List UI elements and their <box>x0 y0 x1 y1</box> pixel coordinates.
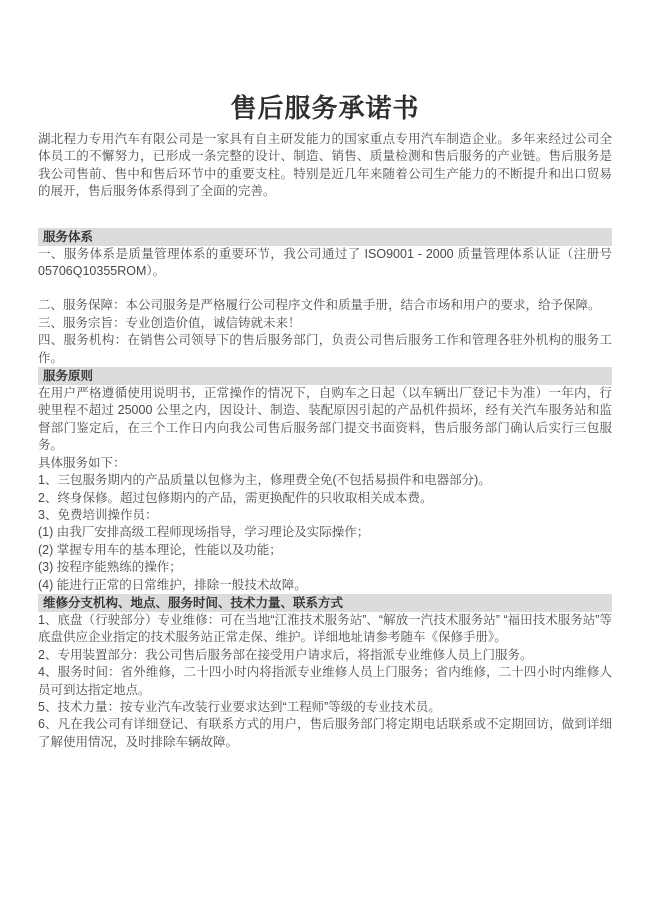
service-system-item-4: 四、服务机构：在销售公司领导下的售后服务部门，负责公司售后服务工作和管理各驻外机构的服务工作。 <box>38 333 612 365</box>
training-subitem-4: (4) 能进行正常的日常维护，排除一般技术故障。 <box>38 577 307 592</box>
section-heading-service-principles: 服务原则 <box>38 367 612 385</box>
service-principles-item-2: 2、终身保修。超过包修期内的产品，需更换配件的只收取相关成本费。 <box>38 490 433 505</box>
section-service-principles <box>38 367 612 594</box>
training-subitem-3: (3) 按程序能熟练的操作； <box>38 560 182 575</box>
repair-network-item-6: 6、凡在我公司有详细登记、有联系方式的用户，售后服务部门将定期电话联系或不定期回访，做到详细了解使用情况，及时排除车辆故障。 <box>38 717 612 749</box>
service-principles-lead-in: 具体服务如下： <box>38 455 126 470</box>
section-service-system <box>38 228 612 367</box>
service-principles-paragraph: 在用户严格遵循使用说明书，正常操作的情况下，自购车之日起（以车辆出厂登记卡为准）一年内，行驶里程不超过 25000 公里之内，因设计、制造、装配原因引起的产品机件损坏，经有关汽车服务站和监督部门鉴定后，在三个工作日内向我公司售后服务部门提交书面资料，售后服务部门确认后实行三包服务。 <box>38 386 612 453</box>
service-principles-item-3: 3、免费培训操作员： <box>38 507 158 522</box>
document-title: 售后服务承诺书 <box>230 93 420 123</box>
service-principles-item-1: 1、三包服务期内的产品质量以包修为主，修理费全免(不包括易损件和电器部分)。 <box>38 473 491 488</box>
repair-network-item-1: 1、底盘（行驶部分）专业维修：可在当地“江淮技术服务站”、“解放一汽技术服务站” “福田技术服务站”等底盘供应企业指定的技术服务站正常走保、维护。详细地址请参考随车《保修手册》。 <box>38 612 612 645</box>
intro-paragraph: 湖北程力专用汽车有限公司是一家具有自主研发能力的国家重点专用汽车制造企业。多年来经过公司全体员工的不懈努力，已形成一条完整的设计、制造、销售、质量检测和售后服务的产业链。售后服务是我公司售前、售中和售后环节中的重要支柱。特别是近几年来随着公司生产能力的不断提升和出口贸易的展开，售后服务体系得到了全面的完善。 <box>38 132 612 199</box>
section-heading-repair-network: 维修分支机构、地点、服务时间、技术力量、联系方式 <box>38 594 612 612</box>
repair-network-item-5: 5、技术力量：按专业汽车改装行业要求达到“工程师”等级的专业技术员。 <box>38 699 441 714</box>
repair-network-item-2: 2、专用装置部分：我公司售后服务部在接受用户请求后，将指派专业维修人员上门服务。 <box>38 647 533 662</box>
training-subitem-2: (2) 掌握专用车的基本理论，性能以及功能； <box>38 542 282 557</box>
section-heading-service-system: 服务体系 <box>38 228 612 246</box>
service-system-item-1: 一、服务体系是质量管理体系的重要环节，我公司通过了 ISO9001 - 2000 质量管理体系认证（注册号 05706Q10355ROM）。 <box>38 246 612 279</box>
service-system-item-3: 三、服务宗旨：专业创造价值，诚信铸就未来！ <box>38 315 301 330</box>
section-repair-network <box>38 594 612 751</box>
service-system-item-2: 二、服务保障：本公司服务是严格履行公司程序文件和质量手册，结合市场和用户的要求，给予保障。 <box>38 298 601 313</box>
training-subitem-1: (1) 由我厂安排高级工程师现场指导，学习理论及实际操作； <box>38 525 370 540</box>
repair-network-item-4: 4、服务时间：省外维修，二十四小时内将指派专业维修人员上门服务；省内维修，二十四小时内维修人员可到达指定地点。 <box>38 665 612 697</box>
